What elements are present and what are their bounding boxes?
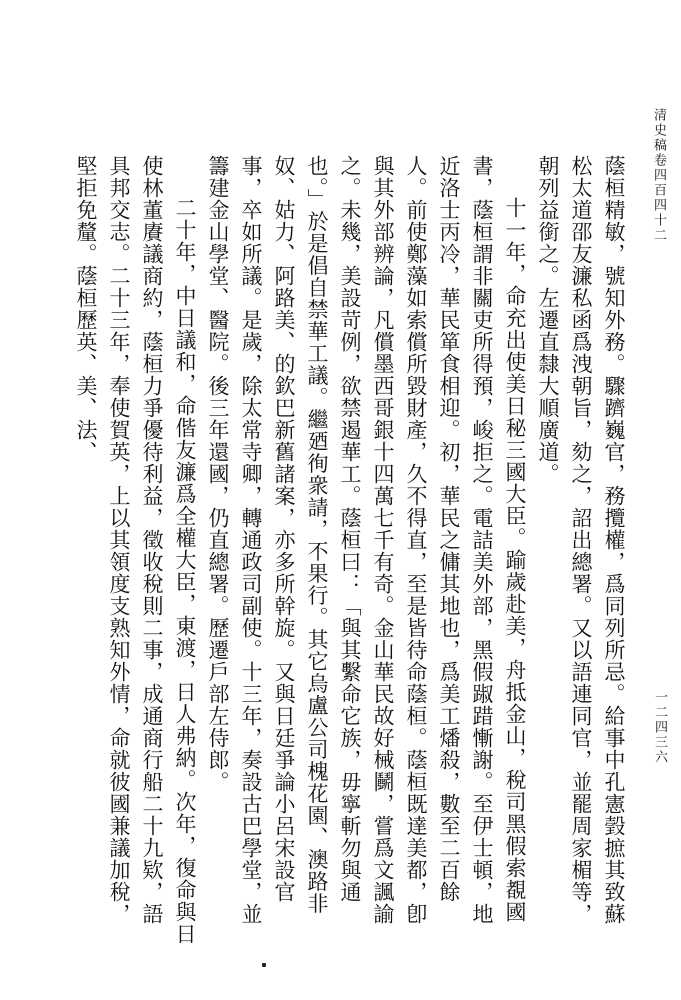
paragraph: 十一年，命充出使美日秘三國大臣。踰歲赴美，舟抵金山，稅司黑假索覩國書，蔭桓謂非關吏所得預，峻拒之。電詰美外部，黑假踧踖慚謝。至伊士頓，地近洛士丙冷，華民箪食相迎。初，華民之傭其地也，爲美工燔殺，數至二百餘人。前使鄭藻如索償所毀財產，久不得直，至是皆待命蔭桓。蔭桓既達美都，卽與其外部辨論，凡償墨西哥銀十四萬七千有奇。金山華民故好械鬭，嘗爲文諷諭之。未幾，美設苛例，欲禁遏華工。蔭桓曰：「與其繫命它族，毋寧斬勿與通也。」於是倡自禁華工議。繼廼徇衆請，不果行。其它烏盧公司槐花園、澳路非奴、姑力、阿路美、的欽巴新舊諸案，亦多所幹旋。又與日廷爭論小呂宋設官事，卒如所議。是歲，除太常寺卿，轉通政司副使。十三年，奏設古巴學堂，並籌建金山學堂、醫院。後三年還國，仍直總署。歷遷戶部左侍郎。 (206, 155, 527, 925)
page-number: 一二四三六 (652, 690, 667, 765)
body-text (74, 155, 630, 945)
header-title: 清史稿卷四百四十二 (651, 108, 666, 243)
paragraph: 蔭桓精敏，號知外務。驟躋巍官，務攬權，爲同列所忌。給事中孔憲瑴摭其致蘇松太道邵友濂私函爲洩朝旨，劾之，詔出總署。又以語連同官，並罷周家楣等，朝列益銜之。左遷直隸大順廣道。 (536, 155, 626, 925)
print-mark (262, 963, 266, 967)
paragraph: 二十年，中日議和，命偕友濂爲全權大臣，東渡，日人弗納。次年，復命與日使林董賡議商約，蔭桓力爭優待利益，徵收稅則二事，成通商行船二十九欵，語具邦交志。二十三年，奉使賀英，上以其領度支熟知外情，命就彼國兼議加稅，堅拒免釐。蔭桓歷英、美、法、 (74, 155, 197, 945)
